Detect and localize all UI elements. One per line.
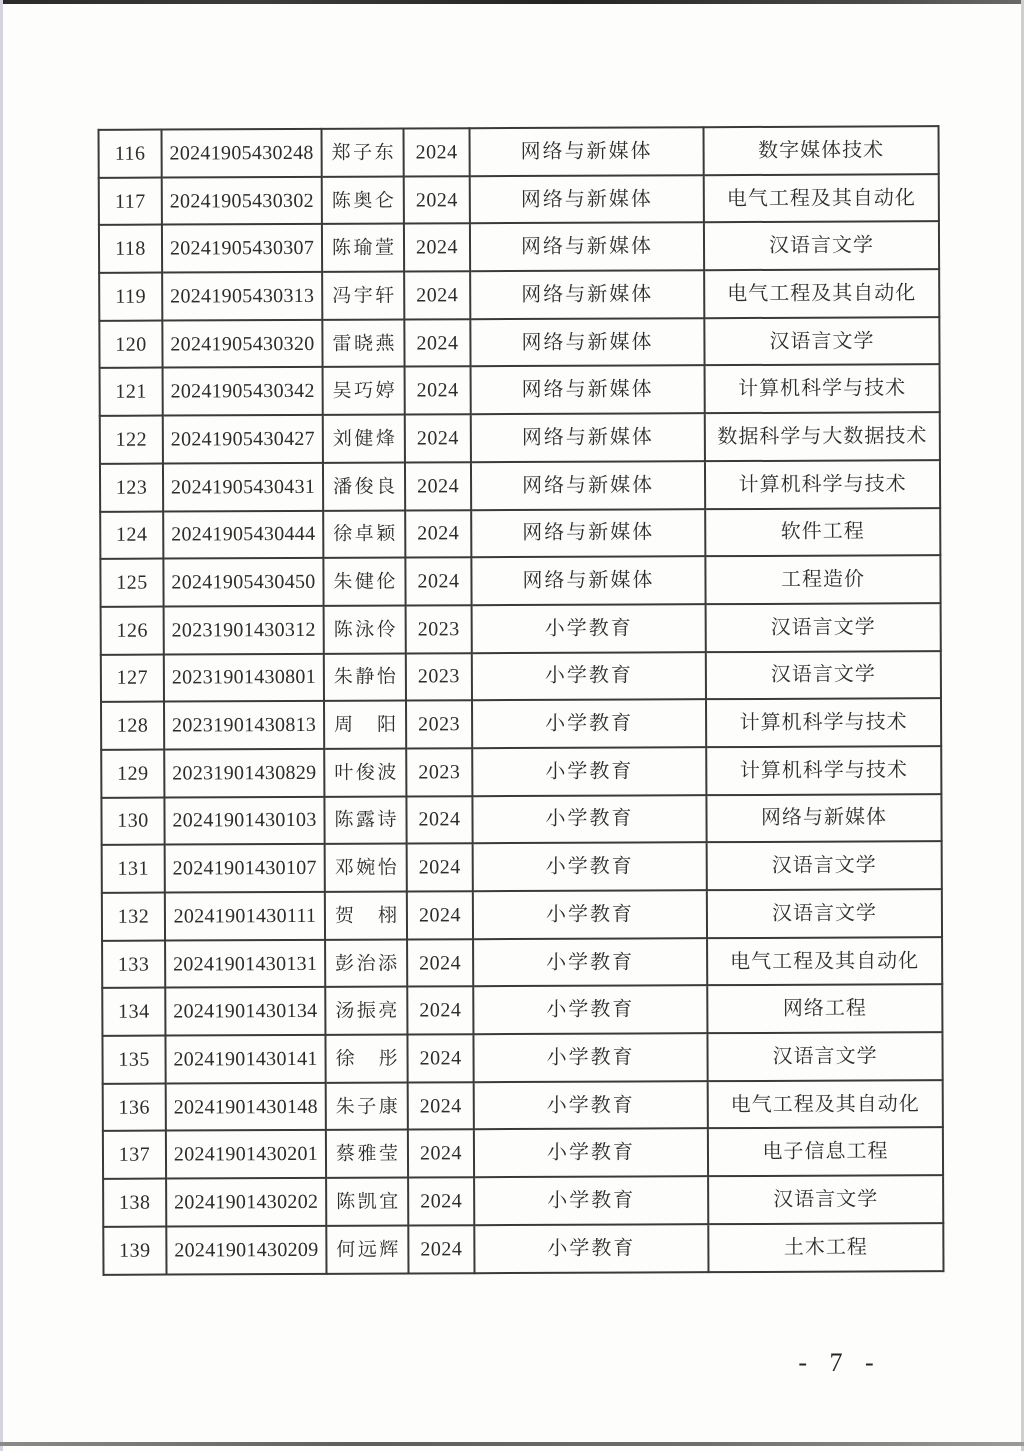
records-body [99, 126, 944, 1274]
cell-grade-year: 2023 [406, 605, 472, 653]
cell-target-major: 工程造价 [705, 555, 940, 604]
cell-student-name: 汤振亮 [325, 987, 407, 1035]
cell-grade-year: 2023 [406, 748, 472, 796]
table-row [102, 937, 942, 988]
cell-target-major: 汉语言文学 [707, 1032, 942, 1081]
cell-student-name: 贺栩 [325, 891, 407, 939]
cell-student-name: 朱健伦 [323, 558, 405, 606]
cell-grade-year: 2024 [408, 1225, 474, 1273]
cell-student-name: 朱静怡 [324, 653, 406, 701]
cell-student-id: 20241905430342 [163, 367, 323, 415]
scan-edge-bottom [0, 1442, 1024, 1446]
cell-grade-year: 2024 [408, 1177, 474, 1225]
cell-current-major: 小学教育 [474, 1224, 708, 1273]
cell-student-id: 20241901430202 [166, 1178, 326, 1226]
cell-student-id: 20241901430103 [164, 796, 324, 844]
table-row [100, 412, 940, 463]
cell-student-id: 20241905430248 [162, 129, 322, 177]
cell-current-major: 网络与新媒体 [470, 270, 704, 319]
cell-target-major: 计算机科学与技术 [706, 698, 941, 747]
cell-target-major: 计算机科学与技术 [705, 460, 940, 509]
cell-grade-year: 2024 [405, 367, 471, 415]
cell-target-major: 汉语言文学 [706, 651, 941, 700]
cell-row-number: 124 [100, 511, 163, 559]
cell-current-major: 网络与新媒体 [470, 318, 704, 367]
cell-grade-year: 2023 [406, 653, 472, 701]
cell-student-id: 20241901430134 [165, 987, 325, 1035]
cell-student-name: 朱子康 [326, 1082, 408, 1130]
cell-row-number: 132 [102, 893, 165, 941]
cell-student-id: 20241905430320 [162, 320, 322, 368]
table-row [103, 1175, 943, 1226]
table-row [101, 603, 941, 654]
cell-target-major: 土木工程 [708, 1223, 943, 1272]
cell-row-number: 121 [100, 368, 163, 416]
table-row [103, 1128, 943, 1179]
cell-student-name: 冯宇轩 [322, 272, 404, 320]
table-row [101, 651, 941, 702]
table-row [99, 174, 939, 225]
cell-row-number: 118 [99, 225, 162, 273]
scan-edge-left [0, 0, 3, 1451]
cell-target-major: 汉语言文学 [707, 889, 942, 938]
cell-student-name: 陈瑜萱 [322, 224, 404, 272]
table-row [100, 460, 940, 511]
cell-current-major: 网络与新媒体 [471, 366, 705, 415]
cell-student-id: 20241905430313 [162, 272, 322, 320]
cell-current-major: 小学教育 [474, 1176, 708, 1225]
cell-row-number: 133 [102, 940, 165, 988]
cell-target-major: 计算机科学与技术 [705, 365, 940, 414]
cell-current-major: 网络与新媒体 [470, 127, 704, 176]
cell-row-number: 129 [101, 749, 164, 797]
table-row [103, 1080, 943, 1131]
cell-grade-year: 2024 [408, 1082, 474, 1130]
cell-row-number: 134 [102, 988, 165, 1036]
cell-target-major: 汉语言文学 [704, 317, 939, 366]
cell-student-name: 陈奥仑 [322, 176, 404, 224]
cell-row-number: 139 [103, 1226, 166, 1274]
cell-current-major: 小学教育 [473, 890, 707, 939]
cell-target-major: 数据科学与大数据技术 [705, 412, 940, 461]
cell-current-major: 网络与新媒体 [470, 175, 704, 224]
cell-grade-year: 2024 [406, 796, 472, 844]
cell-student-id: 20231901430801 [164, 653, 324, 701]
cell-student-name: 陈泳伶 [324, 605, 406, 653]
cell-row-number: 131 [102, 845, 165, 893]
cell-student-id: 20241901430141 [165, 1035, 325, 1083]
cell-current-major: 小学教育 [473, 986, 707, 1035]
cell-current-major: 小学教育 [473, 1033, 707, 1082]
cell-student-id: 20241905430307 [162, 224, 322, 272]
cell-student-name: 徐彤 [325, 1035, 407, 1083]
cell-grade-year: 2024 [407, 891, 473, 939]
cell-student-name: 徐卓颖 [323, 510, 405, 558]
table-row [102, 889, 942, 940]
cell-target-major: 网络工程 [707, 985, 942, 1034]
cell-row-number: 135 [102, 1036, 165, 1084]
cell-target-major: 电气工程及其自动化 [707, 937, 942, 986]
cell-student-name: 周阳 [324, 701, 406, 749]
table-row [99, 269, 939, 320]
cell-student-name: 潘俊良 [323, 462, 405, 510]
cell-grade-year: 2024 [407, 1034, 473, 1082]
table-row [99, 126, 939, 177]
cell-row-number: 136 [103, 1083, 166, 1131]
scan-edge-top [0, 0, 1024, 4]
cell-student-name: 郑子东 [322, 129, 404, 177]
cell-student-id: 20231901430813 [164, 701, 324, 749]
cell-target-major: 软件工程 [705, 508, 940, 557]
cell-target-major: 电子信息工程 [708, 1128, 943, 1177]
cell-student-id: 20241905430302 [162, 177, 322, 225]
student-transfer-table-wrap [98, 125, 943, 1275]
table-row [100, 555, 940, 606]
cell-target-major: 汉语言文学 [707, 841, 942, 890]
cell-target-major: 电气工程及其自动化 [704, 269, 939, 318]
cell-student-name: 吴巧婷 [323, 367, 405, 415]
cell-student-id: 20241901430201 [166, 1130, 326, 1178]
cell-current-major: 网络与新媒体 [471, 556, 705, 605]
cell-row-number: 130 [101, 797, 164, 845]
cell-student-id: 20241901430131 [165, 940, 325, 988]
cell-row-number: 117 [99, 177, 162, 225]
cell-current-major: 小学教育 [472, 699, 706, 748]
cell-grade-year: 2024 [404, 319, 470, 367]
cell-current-major: 小学教育 [472, 652, 706, 701]
cell-grade-year: 2024 [405, 510, 471, 558]
cell-student-id: 20231901430312 [164, 606, 324, 654]
cell-student-name: 蔡雅莹 [326, 1130, 408, 1178]
table-row [99, 222, 939, 273]
table-row [102, 1032, 942, 1083]
cell-student-name: 雷晓燕 [322, 319, 404, 367]
cell-student-name: 何远辉 [326, 1225, 408, 1273]
cell-grade-year: 2024 [404, 176, 470, 224]
cell-grade-year: 2024 [408, 1130, 474, 1178]
cell-current-major: 小学教育 [473, 938, 707, 987]
cell-current-major: 网络与新媒体 [470, 223, 704, 272]
cell-target-major: 网络与新媒体 [706, 794, 941, 843]
table-row [101, 794, 941, 845]
cell-current-major: 小学教育 [474, 1129, 708, 1178]
table-row [102, 841, 942, 892]
cell-target-major: 电气工程及其自动化 [704, 174, 939, 223]
cell-row-number: 128 [101, 702, 164, 750]
cell-row-number: 126 [101, 606, 164, 654]
table-row [99, 317, 939, 368]
table-row [103, 1223, 943, 1274]
cell-current-major: 小学教育 [472, 795, 706, 844]
cell-student-id: 20241905430444 [163, 510, 323, 558]
cell-student-id: 20241905430431 [163, 463, 323, 511]
cell-grade-year: 2024 [407, 939, 473, 987]
cell-grade-year: 2024 [405, 462, 471, 510]
cell-row-number: 123 [100, 463, 163, 511]
cell-grade-year: 2024 [407, 844, 473, 892]
cell-current-major: 网络与新媒体 [471, 509, 705, 558]
cell-student-id: 20241901430107 [165, 844, 325, 892]
cell-target-major: 汉语言文学 [706, 603, 941, 652]
cell-grade-year: 2023 [406, 700, 472, 748]
cell-current-major: 小学教育 [472, 747, 706, 796]
cell-current-major: 小学教育 [472, 604, 706, 653]
cell-current-major: 网络与新媒体 [471, 413, 705, 462]
cell-student-id: 20231901430829 [164, 749, 324, 797]
cell-student-name: 陈凯宜 [326, 1178, 408, 1226]
cell-student-id: 20241901430111 [165, 892, 325, 940]
cell-row-number: 122 [100, 416, 163, 464]
cell-student-name: 陈露诗 [324, 796, 406, 844]
cell-row-number: 120 [99, 320, 162, 368]
cell-row-number: 137 [103, 1131, 166, 1179]
cell-target-major: 计算机科学与技术 [706, 746, 941, 795]
cell-student-name: 彭治添 [325, 939, 407, 987]
cell-row-number: 116 [99, 130, 162, 178]
page-number: - 7 - [798, 1348, 882, 1377]
cell-student-name: 叶俊波 [324, 748, 406, 796]
cell-student-id: 20241905430450 [163, 558, 323, 606]
cell-target-major: 电气工程及其自动化 [708, 1080, 943, 1129]
cell-row-number: 125 [100, 559, 163, 607]
cell-target-major: 汉语言文学 [704, 222, 939, 271]
student-transfer-table [98, 125, 945, 1275]
cell-grade-year: 2024 [405, 414, 471, 462]
cell-current-major: 小学教育 [473, 842, 707, 891]
cell-grade-year: 2024 [404, 224, 470, 272]
table-row [100, 508, 940, 559]
cell-row-number: 127 [101, 654, 164, 702]
cell-target-major: 数字媒体技术 [704, 126, 939, 175]
cell-grade-year: 2024 [404, 128, 470, 176]
cell-current-major: 小学教育 [474, 1081, 708, 1130]
cell-student-id: 20241901430209 [166, 1226, 326, 1274]
cell-row-number: 138 [103, 1179, 166, 1227]
cell-grade-year: 2024 [404, 271, 470, 319]
cell-student-id: 20241901430148 [166, 1083, 326, 1131]
table-row [100, 365, 940, 416]
cell-current-major: 网络与新媒体 [471, 461, 705, 510]
cell-target-major: 汉语言文学 [708, 1175, 943, 1224]
cell-student-name: 刘健烽 [323, 415, 405, 463]
cell-grade-year: 2024 [405, 557, 471, 605]
table-row [101, 698, 941, 749]
cell-student-name: 邓婉怡 [325, 844, 407, 892]
table-row [102, 985, 942, 1036]
cell-student-id: 20241905430427 [163, 415, 323, 463]
table-row [101, 746, 941, 797]
cell-row-number: 119 [99, 273, 162, 321]
cell-grade-year: 2024 [407, 987, 473, 1035]
